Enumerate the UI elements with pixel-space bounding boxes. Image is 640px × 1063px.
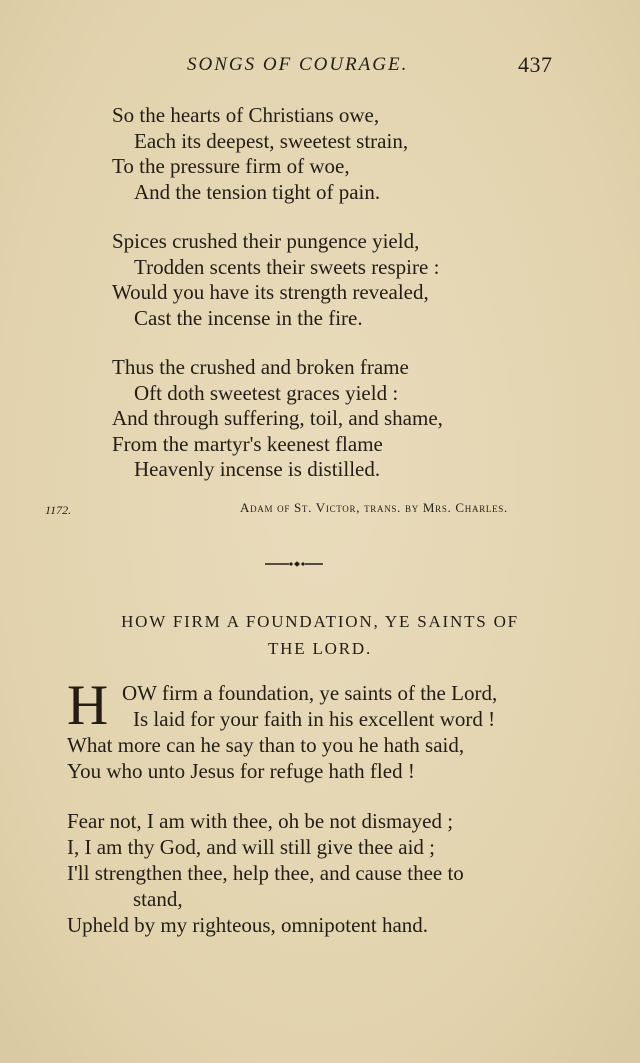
hymn-title	[40, 608, 600, 662]
verse-line: Heavenly incense is distilled.	[134, 457, 381, 481]
hymn-title-line: HOW FIRM A FOUNDATION, YE SAINTS OF	[121, 612, 519, 631]
verse-line: Each its deepest, sweetest strain,	[134, 128, 409, 153]
verse-line: Fear not, I am with thee, oh be not dismayed ;	[67, 809, 454, 833]
verse-line: I, I am thy God, and will still give thee aid ;	[67, 835, 436, 859]
verse-line: I'll strengthen thee, help thee, and cause thee to	[67, 861, 464, 885]
verse-line: Spices crushed their pungence yield,	[112, 229, 420, 253]
attribution-year: 1172.	[45, 503, 72, 517]
poem-stanza-1	[112, 103, 408, 205]
verse-line: Upheld by my righteous, omnipotent hand.	[67, 913, 429, 937]
verse-line: What more can he say than to you he hath said,	[67, 733, 465, 757]
running-title: SONGS OF COURAGE.	[187, 54, 409, 75]
verse-line: You who unto Jesus for refuge hath fled !	[67, 759, 415, 783]
page-number: 437	[518, 52, 553, 77]
hymn-stanza-2	[67, 808, 464, 938]
hymn-title-line: THE LORD.	[267, 639, 373, 658]
verse-line: OW firm a foundation, ye saints of the Lord,	[122, 681, 498, 705]
verse-line: From the martyr's keenest flame	[112, 431, 383, 456]
verse-line: And the tension tight of pain.	[134, 179, 381, 204]
verse-line: So the hearts of Christians owe,	[112, 103, 380, 127]
attribution-author: Adam of St. Victor, trans. by Mrs. Charles.	[240, 500, 508, 515]
hymn-stanza-1	[67, 674, 498, 784]
section-divider-ornament	[265, 560, 323, 568]
poem-stanza-3	[112, 355, 443, 483]
verse-line-continuation: stand,	[133, 887, 183, 911]
poem-stanza-2	[112, 229, 439, 331]
drop-cap: H	[67, 674, 109, 737]
verse-line: Would you have its strength revealed,	[112, 280, 429, 304]
verse-line: Oft doth sweetest graces yield :	[134, 380, 399, 405]
verse-line: Trodden scents their sweets respire :	[134, 254, 440, 279]
verse-line: To the pressure firm of woe,	[112, 154, 350, 178]
verse-line: Is laid for your faith in his excellent word !	[133, 707, 496, 731]
verse-line: Cast the incense in the fire.	[134, 305, 363, 330]
verse-line: And through suffering, toil, and shame,	[112, 406, 443, 430]
verse-line: Thus the crushed and broken frame	[112, 355, 409, 379]
